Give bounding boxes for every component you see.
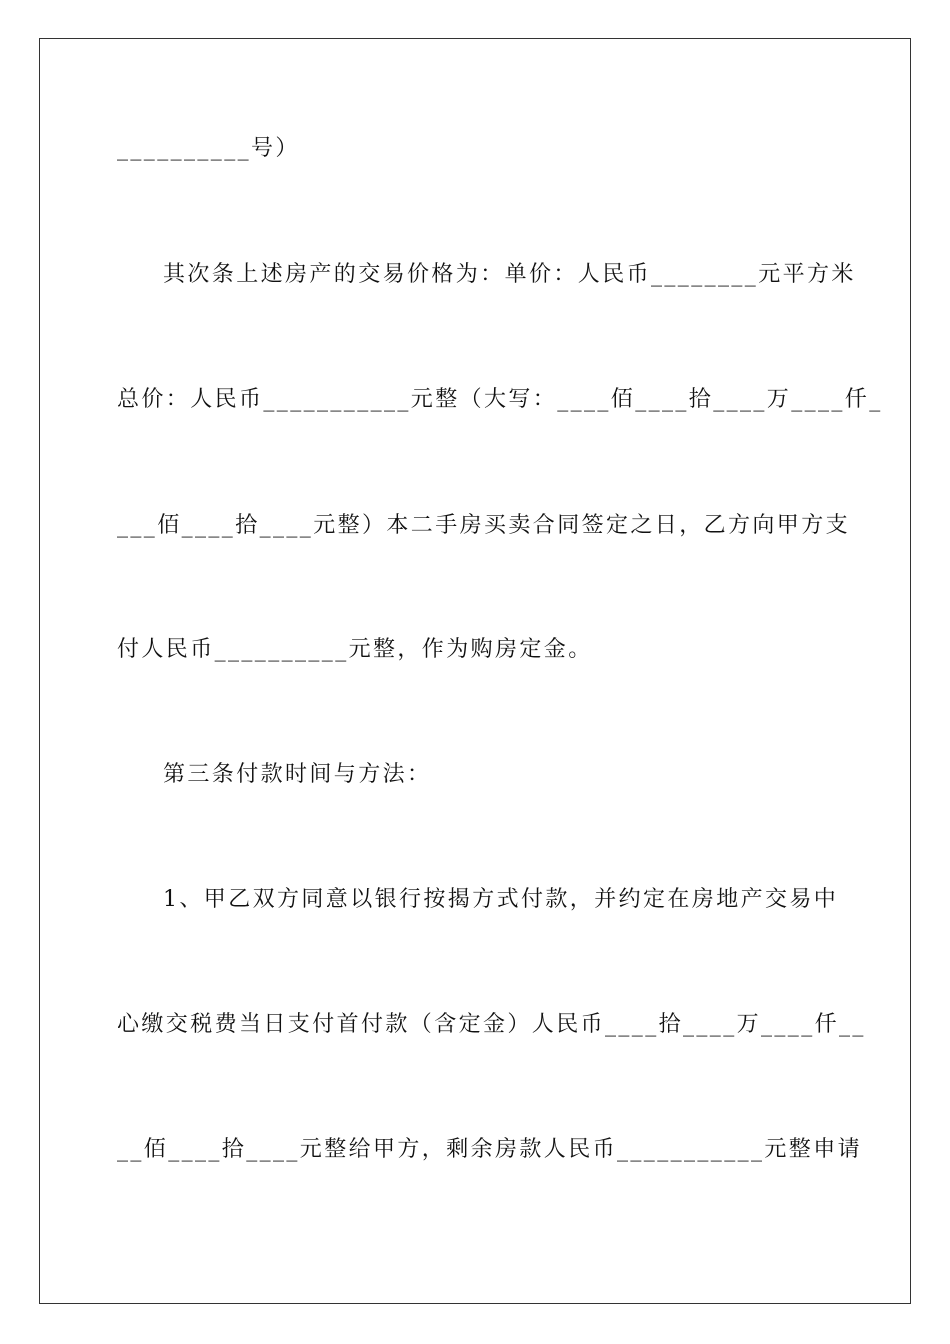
text-line: 付人民币__________元整，作为购房定金。 bbox=[117, 637, 593, 662]
page-border bbox=[39, 38, 911, 1304]
text-line: 其次条上述房产的交易价格为：单价：人民币________元平方米 bbox=[163, 262, 856, 287]
text-line: 总价：人民币___________元整（大写：____佰____拾____万____仟_ bbox=[117, 387, 883, 412]
text-line: 1、甲乙双方同意以银行按揭方式付款，并约定在房地产交易中 bbox=[163, 887, 839, 912]
text-line: __佰____拾____元整给甲方，剩余房款人民币___________元整申请 bbox=[117, 1137, 863, 1162]
text-line: __________号） bbox=[117, 136, 300, 161]
section-heading: 第三条付款时间与方法： bbox=[163, 762, 432, 787]
text-line: ___佰____拾____元整）本二手房买卖合同签定之日，乙方向甲方支 bbox=[117, 513, 851, 538]
text-line: 心缴交税费当日支付首付款（含定金）人民币____拾____万____仟__ bbox=[117, 1012, 866, 1037]
